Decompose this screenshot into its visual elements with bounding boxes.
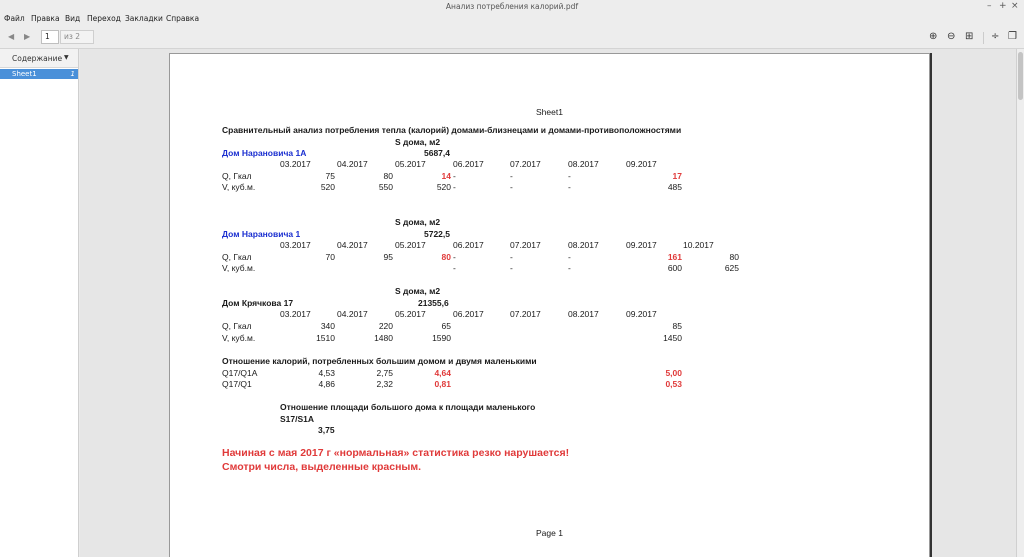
sheet-header: Sheet1	[536, 107, 563, 117]
value-cell: 80	[729, 252, 739, 262]
value-cell: -	[453, 263, 456, 273]
chevron-down-icon[interactable]: ▼	[64, 54, 69, 61]
house-area: 5687,4	[424, 148, 450, 158]
value-cell: 95	[383, 252, 393, 262]
value-cell: 485	[667, 182, 682, 192]
value-cell: 80	[441, 252, 451, 262]
date-cell: 06.2017	[453, 159, 484, 169]
page-count: из 2	[60, 30, 94, 44]
date-cell: 03.2017	[280, 159, 311, 169]
outline-item-sheet1[interactable]	[0, 69, 78, 79]
area-label: S дома, м2	[395, 286, 441, 296]
menu-bookmarks[interactable]: Закладки	[125, 14, 163, 23]
date-cell: 10.2017	[683, 240, 714, 250]
date-cell: 04.2017	[337, 240, 368, 250]
value-cell: -	[510, 171, 513, 181]
value-cell: 14	[441, 171, 451, 181]
house-area: 21355,6	[418, 298, 449, 308]
arrow-right-icon[interactable]: ▶	[24, 32, 31, 41]
row-label: Q17/Q1A	[222, 368, 258, 378]
area-ratio-title: Отношение площади большого дома к площади маленького	[280, 402, 536, 412]
value-cell: 65	[441, 321, 451, 331]
value-cell: 2,75	[376, 368, 393, 378]
date-cell: 08.2017	[568, 309, 599, 319]
page-number-input[interactable]: 1	[41, 30, 59, 44]
outline-item-label: Sheet1	[12, 70, 37, 78]
value-cell: 1510	[316, 333, 335, 343]
house-name: Дом Нарановича 1А	[222, 148, 307, 158]
toolbar-divider	[983, 32, 984, 44]
scrollbar[interactable]	[1016, 49, 1024, 557]
toolbar	[0, 27, 1024, 49]
menu-help[interactable]: Справка	[166, 14, 200, 23]
date-cell: 06.2017	[453, 309, 484, 319]
area-ratio-value: 3,75	[318, 425, 335, 435]
date-cell: 07.2017	[510, 309, 541, 319]
menu-view[interactable]: Вид	[65, 14, 81, 23]
value-cell: -	[568, 263, 571, 273]
date-cell: 04.2017	[337, 159, 368, 169]
menu-file[interactable]: Файл	[4, 14, 25, 23]
menu-bar	[0, 13, 1024, 27]
value-cell: -	[568, 182, 571, 192]
value-cell: -	[453, 252, 456, 262]
value-cell: -	[510, 263, 513, 273]
date-cell: 09.2017	[626, 309, 657, 319]
value-cell: 625	[724, 263, 739, 273]
value-cell: 75	[325, 171, 335, 181]
sidebar-title: Содержание	[12, 54, 63, 63]
doc-title: Сравнительный анализ потребления тепла (калорий) домами-близнецами и домами-противоположностями	[222, 125, 682, 135]
menu-edit[interactable]: Правка	[31, 14, 60, 23]
row-label: V, куб.м.	[222, 182, 256, 192]
value-cell: -	[453, 171, 456, 181]
value-cell: 1590	[432, 333, 451, 343]
pdf-page	[169, 53, 930, 557]
date-cell: 04.2017	[337, 309, 368, 319]
value-cell: 4,64	[434, 368, 451, 378]
minimize-button[interactable]: –	[987, 1, 992, 11]
value-cell: 17	[672, 171, 682, 181]
row-label: Q, Гкал	[222, 171, 252, 181]
row-label: Q17/Q1	[222, 379, 252, 389]
date-cell: 06.2017	[453, 240, 484, 250]
date-cell: 08.2017	[568, 240, 599, 250]
date-cell: 09.2017	[626, 159, 657, 169]
value-cell: 4,86	[318, 379, 335, 389]
scrollbar-thumb[interactable]	[1018, 52, 1023, 100]
value-cell: 5,00	[665, 368, 682, 378]
value-cell: 0,53	[665, 379, 682, 389]
date-cell: 03.2017	[280, 309, 311, 319]
window-title: Анализ потребления калорий.pdf	[445, 2, 579, 11]
conclusion-line: Смотри числа, выделенные красным.	[222, 461, 422, 473]
fit-page-icon[interactable]: ⊞	[965, 31, 974, 42]
date-cell: 09.2017	[626, 240, 657, 250]
row-label: V, куб.м.	[222, 263, 256, 273]
value-cell: -	[568, 171, 571, 181]
date-cell: 07.2017	[510, 240, 541, 250]
outline-item-page: 1	[70, 70, 75, 78]
value-cell: -	[568, 252, 571, 262]
sidebar-header[interactable]	[0, 49, 78, 68]
split-icon[interactable]: ÷	[991, 31, 1000, 42]
value-cell: -	[453, 182, 456, 192]
date-cell: 08.2017	[568, 159, 599, 169]
value-cell: 1450	[663, 333, 682, 343]
value-cell: 85	[672, 321, 682, 331]
page-footer: Page 1	[536, 528, 563, 538]
value-cell: 161	[667, 252, 682, 262]
ratio-title: Отношение калорий, потребленных большим домом и двумя маленькими	[222, 356, 537, 366]
value-cell: 520	[320, 182, 335, 192]
value-cell: 340	[320, 321, 335, 331]
area-ratio-label: S17/S1A	[280, 414, 315, 424]
value-cell: 80	[383, 171, 393, 181]
title-bar	[0, 0, 1024, 13]
value-cell: 2,32	[376, 379, 393, 389]
zoom-in-icon[interactable]: ⊕	[929, 31, 938, 42]
maximize-button[interactable]: +	[999, 1, 1007, 11]
value-cell: 220	[378, 321, 393, 331]
date-cell: 05.2017	[395, 159, 426, 169]
row-label: V, куб.м.	[222, 333, 256, 343]
row-label: Q, Гкал	[222, 252, 252, 262]
date-cell: 05.2017	[395, 309, 426, 319]
row-label: Q, Гкал	[222, 321, 252, 331]
menu-go[interactable]: Переход	[87, 14, 121, 23]
value-cell: 70	[325, 252, 335, 262]
value-cell: 1480	[374, 333, 393, 343]
value-cell: 4,53	[318, 368, 335, 378]
dual-page-icon[interactable]: ❐	[1008, 31, 1017, 42]
date-cell: 03.2017	[280, 240, 311, 250]
house-area: 5722,5	[424, 229, 450, 239]
sidebar	[0, 49, 79, 557]
value-cell: 520	[436, 182, 451, 192]
zoom-out-icon[interactable]: ⊖	[947, 31, 956, 42]
area-label: S дома, м2	[395, 217, 441, 227]
value-cell: 0,81	[434, 379, 451, 389]
arrow-left-icon[interactable]: ◀	[8, 32, 15, 41]
close-button[interactable]: ×	[1011, 1, 1019, 11]
house-name: Дом Нарановича 1	[222, 229, 301, 239]
date-cell: 05.2017	[395, 240, 426, 250]
house-name: Дом Крячкова 17	[222, 298, 294, 308]
value-cell: -	[510, 182, 513, 192]
document-viewer[interactable]	[80, 49, 1024, 557]
value-cell: 600	[667, 263, 682, 273]
value-cell: 550	[378, 182, 393, 192]
value-cell: -	[510, 252, 513, 262]
conclusion-line: Начиная с мая 2017 г «нормальная» статистика резко нарушается!	[222, 447, 570, 459]
area-label: S дома, м2	[395, 137, 441, 147]
date-cell: 07.2017	[510, 159, 541, 169]
